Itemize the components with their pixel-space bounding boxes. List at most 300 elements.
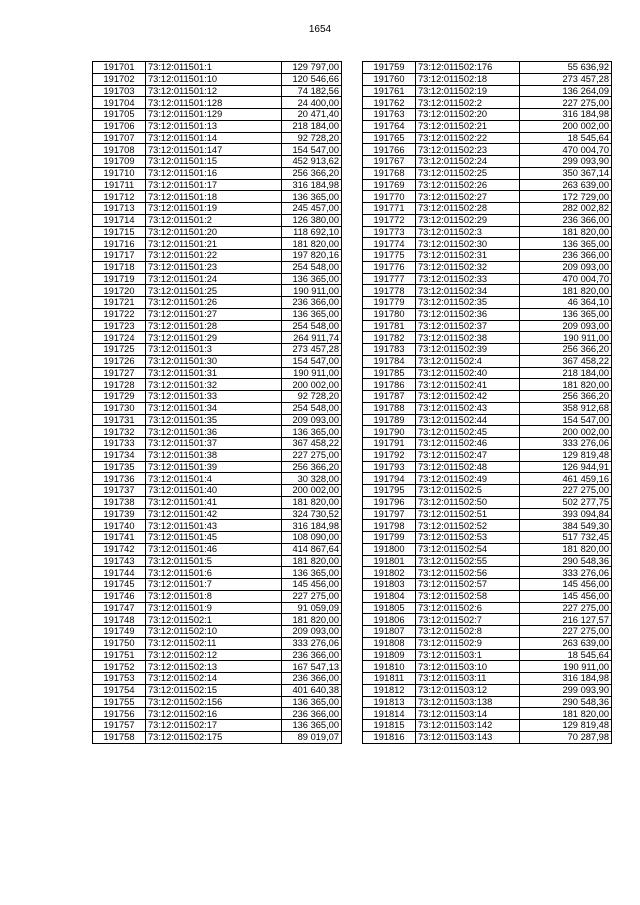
table-row [93,203,342,215]
table-row [363,426,612,438]
table-row [93,250,342,262]
table-row [363,203,612,215]
cadastral-value: 384 549,30 [520,520,612,532]
table-row [363,720,612,732]
record-number: 191706 [93,120,146,132]
record-number: 191762 [363,97,416,109]
cadastral-value: 89 019,07 [282,731,342,743]
cadastral-number: 73:12:011501:35 [146,414,282,426]
record-number: 191720 [93,285,146,297]
record-number: 191735 [93,461,146,473]
table-row [363,520,612,532]
record-number: 191791 [363,438,416,450]
record-number: 191807 [363,626,416,638]
record-number: 191769 [363,179,416,191]
cadastral-value: 282 002,82 [520,203,612,215]
record-number: 191792 [363,449,416,461]
cadastral-value: 273 457,28 [282,344,342,356]
cadastral-value: 136 365,00 [282,696,342,708]
record-number: 191745 [93,579,146,591]
table-row [363,191,612,203]
cadastral-value: 92 728,20 [282,132,342,144]
cadastral-number: 73:12:011501:41 [146,496,282,508]
record-number: 191793 [363,461,416,473]
cadastral-value: 181 820,00 [282,238,342,250]
record-number: 191770 [363,191,416,203]
table-row [93,567,342,579]
cadastral-number: 73:12:011503:142 [416,720,520,732]
cadastral-value: 74 182,56 [282,85,342,97]
record-number: 191722 [93,308,146,320]
table-row [363,367,612,379]
cadastral-number: 73:12:011502:11 [146,637,282,649]
cadastral-number: 73:12:011502:15 [146,684,282,696]
cadastral-number: 73:12:011501:15 [146,156,282,168]
table-row [93,626,342,638]
cadastral-number: 73:12:011502:1 [146,614,282,626]
cadastral-value: 367 458,22 [520,355,612,367]
record-number: 191714 [93,214,146,226]
cadastral-number: 73:12:011501:42 [146,508,282,520]
table-row [93,708,342,720]
cadastral-number: 73:12:011502:34 [416,285,520,297]
table-row [363,73,612,85]
cadastral-number: 73:12:011502:156 [146,696,282,708]
table-row [363,473,612,485]
cadastral-value: 129 819,48 [520,720,612,732]
cadastral-value: 190 911,00 [282,367,342,379]
cadastral-number: 73:12:011502:42 [416,391,520,403]
cadastral-value: 316 184,98 [520,109,612,121]
cadastral-value: 401 640,38 [282,684,342,696]
table-row [363,461,612,473]
cadastral-value: 236 366,00 [282,297,342,309]
cadastral-value: 18 545,64 [520,649,612,661]
cadastral-value: 256 366,20 [520,344,612,356]
record-number: 191733 [93,438,146,450]
cadastral-number: 73:12:011501:128 [146,97,282,109]
record-number: 191740 [93,520,146,532]
cadastral-value: 136 365,00 [282,308,342,320]
record-number: 191775 [363,250,416,262]
record-number: 191798 [363,520,416,532]
cadastral-number: 73:12:011501:19 [146,203,282,215]
record-number: 191707 [93,132,146,144]
table-row [363,285,612,297]
cadastral-value: 154 547,00 [520,414,612,426]
record-number: 191747 [93,602,146,614]
table-row [93,673,342,685]
cadastral-value: 461 459,16 [520,473,612,485]
record-number: 191741 [93,532,146,544]
record-number: 191738 [93,496,146,508]
table-row [93,261,342,273]
cadastral-number: 73:12:011503:10 [416,661,520,673]
table-row [363,85,612,97]
table-row [93,285,342,297]
cadastral-value: 367 458,22 [282,438,342,450]
table-row [363,485,612,497]
cadastral-value: 136 365,00 [282,273,342,285]
table-row [363,673,612,685]
cadastral-value: 227 275,00 [282,449,342,461]
record-number: 191790 [363,426,416,438]
cadastral-value: 91 059,09 [282,602,342,614]
cadastral-value: 227 275,00 [520,485,612,497]
table-row [363,414,612,426]
cadastral-number: 73:12:011501:27 [146,308,282,320]
cadastral-number: 73:12:011501:10 [146,73,282,85]
cadastral-value: 324 730,52 [282,508,342,520]
cadastral-number: 73:12:011502:51 [416,508,520,520]
cadastral-number: 73:12:011502:31 [416,250,520,262]
cadastral-number: 73:12:011502:17 [146,720,282,732]
table-row [93,344,342,356]
cadastral-number: 73:12:011502:12 [146,649,282,661]
cadastral-number: 73:12:011502:35 [416,297,520,309]
record-number: 191774 [363,238,416,250]
table-row [363,496,612,508]
cadastral-number: 73:12:011501:46 [146,543,282,555]
table-row [363,532,612,544]
table-row [93,720,342,732]
table-row [93,144,342,156]
cadastral-value: 358 912,68 [520,402,612,414]
cadastral-value: 350 367,14 [520,167,612,179]
record-number: 191763 [363,109,416,121]
cadastral-value: 227 275,00 [520,602,612,614]
record-number: 191815 [363,720,416,732]
table-row [93,485,342,497]
table-row [93,508,342,520]
table-row [93,167,342,179]
record-number: 191803 [363,579,416,591]
table-row [93,649,342,661]
cadastral-number: 73:12:011502:52 [416,520,520,532]
cadastral-number: 73:12:011501:26 [146,297,282,309]
table-row [93,238,342,250]
cadastral-value: 256 366,20 [282,167,342,179]
table-row [93,579,342,591]
cadastral-value: 190 911,00 [520,661,612,673]
cadastral-value: 30 328,00 [282,473,342,485]
record-number: 191786 [363,379,416,391]
cadastral-value: 136 365,00 [282,426,342,438]
cadastral-value: 236 366,00 [282,673,342,685]
table-row [93,402,342,414]
record-number: 191730 [93,402,146,414]
record-number: 191744 [93,567,146,579]
table-row [363,508,612,520]
cadastral-value: 172 729,00 [520,191,612,203]
record-number: 191806 [363,614,416,626]
cadastral-value: 209 093,00 [282,626,342,638]
cadastral-number: 73:12:011501:30 [146,355,282,367]
cadastral-number: 73:12:011501:14 [146,132,282,144]
cadastral-number: 73:12:011502:45 [416,426,520,438]
record-number: 191721 [93,297,146,309]
record-number: 191713 [93,203,146,215]
cadastral-number: 73:12:011502:55 [416,555,520,567]
cadastral-number: 73:12:011501:28 [146,320,282,332]
record-number: 191787 [363,391,416,403]
table-row [363,579,612,591]
cadastral-number: 73:12:011502:13 [146,661,282,673]
record-number: 191759 [363,62,416,74]
record-number: 191781 [363,320,416,332]
table-row [93,179,342,191]
cadastral-number: 73:12:011501:1 [146,62,282,74]
table-row [363,708,612,720]
cadastral-value: 136 365,00 [282,191,342,203]
cadastral-number: 73:12:011502:39 [416,344,520,356]
cadastral-number: 73:12:011502:14 [146,673,282,685]
cadastral-value: 167 547,13 [282,661,342,673]
cadastral-value: 136 365,00 [282,720,342,732]
table-row [363,379,612,391]
cadastral-number: 73:12:011502:26 [416,179,520,191]
cadastral-number: 73:12:011501:32 [146,379,282,391]
cadastral-number: 73:12:011502:38 [416,332,520,344]
table-row [363,684,612,696]
table-row [363,614,612,626]
record-number: 191710 [93,167,146,179]
cadastral-number: 73:12:011502:48 [416,461,520,473]
cadastral-value: 218 184,00 [282,120,342,132]
table-row [93,590,342,602]
cadastral-value: 118 692,10 [282,226,342,238]
cadastral-number: 73:12:011501:23 [146,261,282,273]
cadastral-value: 136 365,00 [282,567,342,579]
cadastral-value: 200 002,00 [520,426,612,438]
cadastral-value: 55 636,92 [520,62,612,74]
cadastral-value: 502 277,75 [520,496,612,508]
record-number: 191704 [93,97,146,109]
table-row [363,226,612,238]
cadastral-number: 73:12:011502:8 [416,626,520,638]
table-row [93,637,342,649]
cadastral-number: 73:12:011501:8 [146,590,282,602]
cadastral-value: 216 127,57 [520,614,612,626]
record-number: 191756 [93,708,146,720]
table-row [363,297,612,309]
record-number: 191705 [93,109,146,121]
registry-table-right [362,61,612,744]
record-number: 191717 [93,250,146,262]
cadastral-number: 73:12:011501:147 [146,144,282,156]
cadastral-number: 73:12:011501:12 [146,85,282,97]
cadastral-number: 73:12:011502:37 [416,320,520,332]
cadastral-number: 73:12:011502:36 [416,308,520,320]
table-row [363,332,612,344]
cadastral-value: 290 548,36 [520,696,612,708]
record-number: 191804 [363,590,416,602]
record-number: 191764 [363,120,416,132]
cadastral-value: 254 548,00 [282,261,342,273]
cadastral-number: 73:12:011502:2 [416,97,520,109]
cadastral-number: 73:12:011502:33 [416,273,520,285]
record-number: 191742 [93,543,146,555]
cadastral-number: 73:12:011501:37 [146,438,282,450]
record-number: 191729 [93,391,146,403]
cadastral-number: 73:12:011502:5 [416,485,520,497]
cadastral-number: 73:12:011501:18 [146,191,282,203]
record-number: 191813 [363,696,416,708]
record-number: 191715 [93,226,146,238]
cadastral-number: 73:12:011501:6 [146,567,282,579]
table-row [93,414,342,426]
table-row [93,109,342,121]
cadastral-number: 73:12:011502:6 [416,602,520,614]
table-row [93,532,342,544]
cadastral-number: 73:12:011501:3 [146,344,282,356]
table-row [363,156,612,168]
table-row [363,355,612,367]
table-row [363,590,612,602]
record-number: 191724 [93,332,146,344]
cadastral-value: 18 545,64 [520,132,612,144]
table-row [363,97,612,109]
cadastral-value: 190 911,00 [520,332,612,344]
cadastral-number: 73:12:011502:27 [416,191,520,203]
cadastral-number: 73:12:011501:24 [146,273,282,285]
record-number: 191728 [93,379,146,391]
record-number: 191703 [93,85,146,97]
cadastral-value: 254 548,00 [282,320,342,332]
table-row [363,661,612,673]
cadastral-value: 200 002,00 [282,379,342,391]
cadastral-number: 73:12:011502:3 [416,226,520,238]
cadastral-number: 73:12:011501:2 [146,214,282,226]
record-number: 191796 [363,496,416,508]
record-number: 191737 [93,485,146,497]
cadastral-value: 333 276,06 [282,637,342,649]
table-row [93,661,342,673]
table-row [93,308,342,320]
table-row [363,567,612,579]
table-row [363,179,612,191]
table-row [363,214,612,226]
cadastral-number: 73:12:011502:28 [416,203,520,215]
registry-table-left [92,61,342,744]
record-number: 191771 [363,203,416,215]
record-number: 191725 [93,344,146,356]
table-row [363,438,612,450]
cadastral-value: 20 471,40 [282,109,342,121]
cadastral-number: 73:12:011502:58 [416,590,520,602]
cadastral-number: 73:12:011502:43 [416,402,520,414]
cadastral-value: 136 264,09 [520,85,612,97]
cadastral-value: 254 548,00 [282,402,342,414]
record-number: 191702 [93,73,146,85]
cadastral-value: 181 820,00 [520,226,612,238]
table-row [363,167,612,179]
record-number: 191777 [363,273,416,285]
record-number: 191805 [363,602,416,614]
cadastral-number: 73:12:011502:20 [416,109,520,121]
record-number: 191800 [363,543,416,555]
table-row [93,132,342,144]
table-row [363,250,612,262]
cadastral-number: 73:12:011502:40 [416,367,520,379]
cadastral-value: 333 276,06 [520,438,612,450]
record-number: 191718 [93,261,146,273]
table-row [93,120,342,132]
cadastral-value: 209 093,00 [520,261,612,273]
record-number: 191778 [363,285,416,297]
record-number: 191719 [93,273,146,285]
table-row [93,614,342,626]
record-number: 191723 [93,320,146,332]
cadastral-value: 236 366,00 [520,250,612,262]
cadastral-value: 145 456,00 [520,579,612,591]
cadastral-number: 73:12:011502:10 [146,626,282,638]
cadastral-value: 46 364,10 [520,297,612,309]
cadastral-number: 73:12:011501:7 [146,579,282,591]
cadastral-value: 299 093,90 [520,684,612,696]
cadastral-value: 24 400,00 [282,97,342,109]
cadastral-number: 73:12:011501:33 [146,391,282,403]
cadastral-value: 154 547,00 [282,144,342,156]
table-row [93,297,342,309]
table-row [93,438,342,450]
cadastral-value: 136 365,00 [520,238,612,250]
table-row [363,555,612,567]
registry-table-left-body [93,62,342,744]
table-row [93,320,342,332]
record-number: 191801 [363,555,416,567]
cadastral-value: 236 366,00 [282,649,342,661]
table-row [363,132,612,144]
cadastral-value: 316 184,98 [282,179,342,191]
table-row [93,226,342,238]
cadastral-value: 227 275,00 [520,626,612,638]
table-row [363,308,612,320]
cadastral-value: 316 184,98 [282,520,342,532]
cadastral-number: 73:12:011502:175 [146,731,282,743]
table-row [93,461,342,473]
cadastral-value: 200 002,00 [282,485,342,497]
cadastral-number: 73:12:011501:36 [146,426,282,438]
cadastral-number: 73:12:011502:25 [416,167,520,179]
table-row [93,684,342,696]
cadastral-value: 273 457,28 [520,73,612,85]
record-number: 191772 [363,214,416,226]
record-number: 191746 [93,590,146,602]
cadastral-number: 73:12:011501:9 [146,602,282,614]
record-number: 191752 [93,661,146,673]
cadastral-value: 264 911,74 [282,332,342,344]
record-number: 191754 [93,684,146,696]
record-number: 191811 [363,673,416,685]
cadastral-value: 92 728,20 [282,391,342,403]
record-number: 191736 [93,473,146,485]
cadastral-value: 236 366,00 [520,214,612,226]
table-row [363,144,612,156]
table-row [363,238,612,250]
cadastral-value: 256 366,20 [282,461,342,473]
cadastral-number: 73:12:011502:176 [416,62,520,74]
cadastral-number: 73:12:011502:4 [416,355,520,367]
record-number: 191734 [93,449,146,461]
table-row [93,73,342,85]
cadastral-number: 73:12:011501:4 [146,473,282,485]
record-number: 191768 [363,167,416,179]
cadastral-number: 73:12:011502:32 [416,261,520,273]
cadastral-value: 256 366,20 [520,391,612,403]
record-number: 191809 [363,649,416,661]
record-number: 191776 [363,261,416,273]
